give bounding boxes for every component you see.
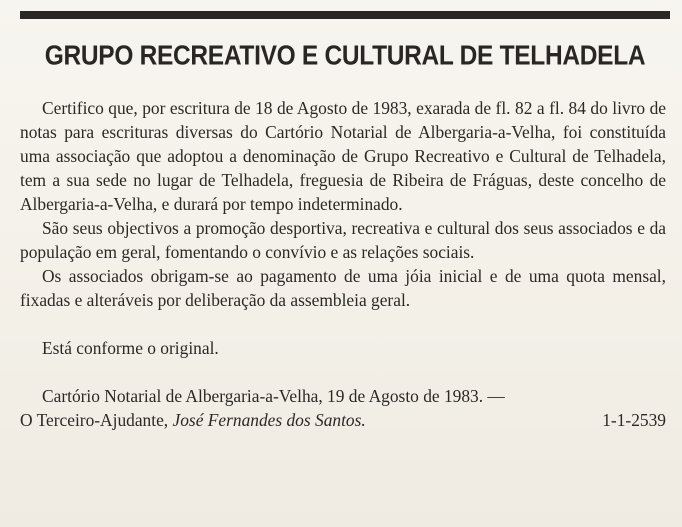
signature-block — [20, 408, 366, 432]
signature-line — [20, 408, 666, 432]
reference-number: 1-1-2539 — [602, 410, 666, 430]
office-line: Cartório Notarial de Albergaria-a-Velha, 19 de Agosto de 1983. — — [42, 386, 505, 406]
signer-name: José Fernandes dos Santos. — [172, 410, 366, 430]
top-rule — [20, 11, 670, 19]
signer-role: O Terceiro-Ajudante, — [20, 410, 169, 430]
notice-body — [20, 96, 666, 432]
paragraph-certificate: Certifico que, por escritura de 18 de Agosto de 1983, exarada de fl. 82 a fl. 84 do livro de notas para escrituras diversas do Cartório Notarial de Albergaria-a-Velha, foi constituída uma associação que adoptou a denominação de Grupo Recreativo e Cultural de Telhadela, tem a sua sede no lugar de Telhadela, freguesia de Ribeira de Fráguas, deste concelho de Albergaria-a-Velha, e durará por tempo indeterminado. — [20, 98, 666, 214]
paragraph-objectives: São seus objectivos a promoção desportiva, recreativa e cultural dos seus associados e da população em geral, fomentando o convívio e as relações sociais. — [20, 218, 666, 262]
conformity-statement: Está conforme o original. — [42, 338, 219, 358]
paragraph-obligations: Os associados obrigam-se ao pagamento de uma jóia inicial e de uma quota mensal, fixadas e alteráveis por deliberação da assembleia geral. — [20, 266, 666, 310]
notice-title: GRUPO RECREATIVO E CULTURAL DE TELHADELA — [44, 41, 646, 72]
